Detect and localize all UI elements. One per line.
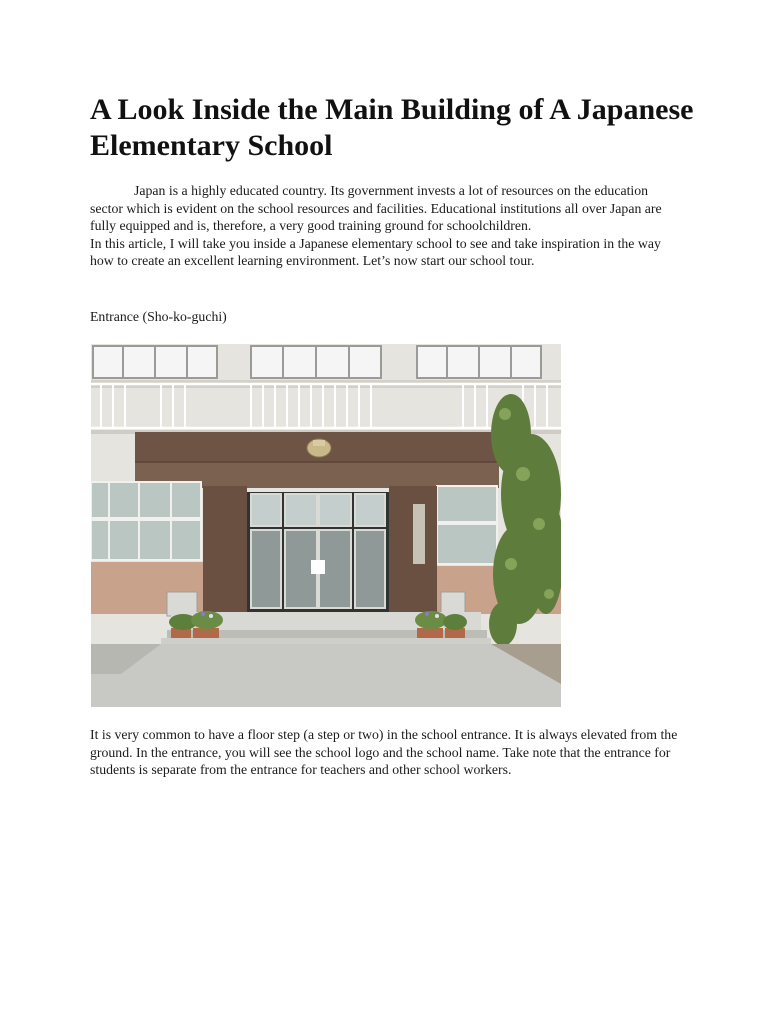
section-heading-entrance: Entrance (Sho-ko-guchi) <box>90 309 227 324</box>
intro-paragraph-1 <box>90 182 680 235</box>
ground-pavement <box>91 644 561 707</box>
intro-paragraph-1-text: Japan is a highly educated country. Its government invests a lot of resources on the education sector which is evident on the school resources and facilities. Educational institutions all over Japan are fully equipped and is, therefore, a very good training ground for schoolchildren. <box>90 183 662 234</box>
school-emblem <box>307 439 331 457</box>
left-pillar <box>203 486 247 612</box>
lower-windows-left <box>91 482 201 560</box>
intro-paragraph-2: In this article, I will take you inside a Japanese elementary school to see and take inspiration in the way how to create an excellent learning environment. Let’s now start our school tour. <box>90 235 661 269</box>
school-entrance-illustration <box>91 344 561 707</box>
intro-section <box>90 182 680 270</box>
entrance-paragraph: It is very common to have a floor step (a step or two) in the school entrance. It is always elevated from the ground. In the entrance, you will see the school logo and the school name. Take note that the entrance for students is separate from the entrance for teachers and other school workers. <box>90 727 678 778</box>
school-entrance-photo <box>91 344 561 707</box>
school-name-plate <box>413 504 425 564</box>
document-title: A Look Inside the Main Building of A Japanese Elementary School <box>90 93 694 162</box>
